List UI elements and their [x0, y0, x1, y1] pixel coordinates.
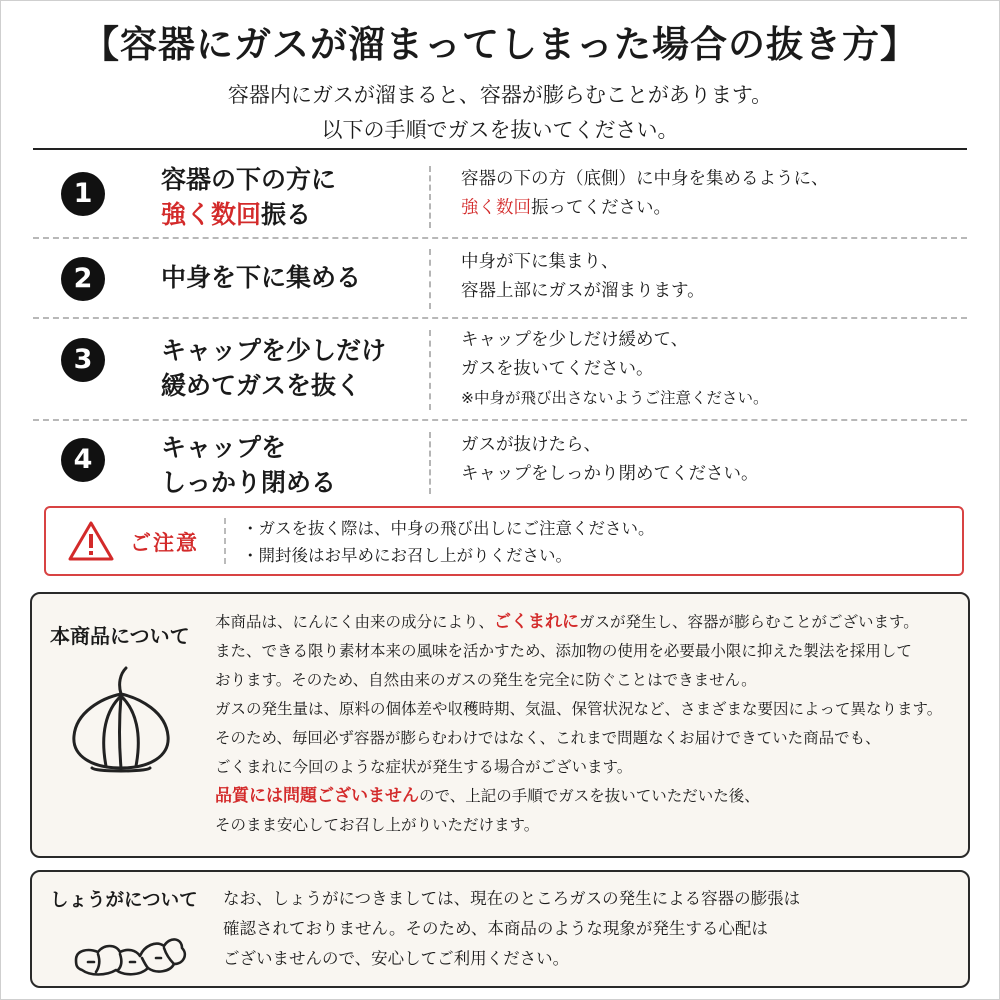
step-4	[33, 426, 967, 500]
step-1-desc-emphasis: 強く数回	[461, 198, 531, 218]
product-line-1-pre: 本商品は、にんにく由来の成分により、	[215, 613, 495, 631]
product-line-1-post: ガスが発生し、容器が膨らむことがございます。	[579, 613, 919, 631]
step-1-heading-emphasis: 強く数回	[161, 200, 262, 229]
step-3-heading-line-1: キャップを少しだけ	[161, 336, 387, 365]
step-1-separator	[429, 166, 431, 228]
step-2-desc-line-1: 中身が下に集まり、	[461, 252, 619, 272]
product-text-line-4: ガスの発生量は、原料の個体差や収穫時期、気温、保管状況など、さまざまな要因によって異なります。	[215, 700, 943, 718]
step-3-heading	[161, 333, 386, 403]
step-number-2-icon: 2	[61, 257, 105, 301]
product-line-7-post: ので、上記の手順でガスを抜いていただいた後、	[419, 787, 760, 805]
step-4-desc-line-1: ガスが抜けたら、	[461, 435, 601, 455]
product-text-line-1	[215, 608, 942, 637]
step-3-description	[461, 326, 769, 413]
caution-separator	[224, 518, 226, 564]
step-4-desc-line-2: キャップをしっかり閉めてください。	[461, 464, 759, 484]
step-1-desc-line-2	[461, 194, 829, 223]
warning-triangle-icon	[68, 520, 114, 562]
ginger-text-line-2: 確認されておりません。そのため、本商品のような現象が発生する心配は	[223, 919, 768, 938]
caution-label: ご注意	[130, 531, 199, 555]
page-title: 【容器にガスが溜まってしまった場合の抜き方】	[82, 23, 918, 66]
step-3-separator	[429, 330, 431, 410]
step-2-heading: 中身を下に集める	[161, 263, 362, 292]
step-3	[33, 324, 967, 416]
step-1-desc-line-1: 容器の下の方（底側）に中身を集めるように、	[461, 169, 829, 189]
step-number-3-icon: 3	[61, 338, 105, 382]
product-text-line-3: おります。そのため、自然由来のガスの発生を完全に防ぐことはできません。	[215, 671, 757, 689]
step-4-description	[461, 431, 759, 489]
step-1-heading-line-1: 容器の下の方に	[161, 165, 337, 194]
ginger-info-text	[223, 884, 800, 974]
step-divider-3	[33, 419, 967, 421]
step-4-heading-line-2: しっかり閉める	[161, 468, 337, 497]
garlic-icon	[62, 664, 180, 774]
product-info-title: 本商品について	[50, 624, 190, 648]
step-2	[33, 245, 967, 315]
step-3-heading-line-2: 緩めてガスを抜く	[161, 371, 362, 400]
step-1-desc-rest: 振ってください。	[531, 198, 671, 218]
product-info-text	[215, 608, 942, 840]
step-number-4-icon: 4	[61, 438, 105, 482]
step-divider-1	[33, 237, 967, 239]
step-2-description	[461, 248, 705, 306]
step-4-heading-line-1: キャップを	[161, 433, 287, 462]
step-1-description	[461, 165, 829, 223]
ginger-icon	[70, 922, 190, 980]
caution-line-2: ・開封後はお早めにお召し上がりください。	[242, 546, 572, 565]
ginger-info-title: しょうがについて	[50, 890, 198, 911]
header-divider	[33, 148, 967, 150]
step-3-desc-note: ※中身が飛び出さないようご注意ください。	[461, 389, 769, 407]
step-4-separator	[429, 432, 431, 494]
step-2-desc-line-2: 容器上部にガスが溜まります。	[461, 281, 705, 301]
product-text-line-6: ごくまれに今回のような症状が発生する場合がございます。	[215, 758, 633, 776]
ginger-text-line-1: なお、しょうがにつきましては、現在のところガスの発生による容器の膨張は	[223, 889, 801, 908]
step-3-desc-line-2: ガスを抜いてください。	[461, 359, 654, 379]
step-1-heading-line-2	[161, 197, 336, 232]
ginger-text-line-3: ございませんので、安心してご利用ください。	[223, 949, 570, 968]
intro-line-2: 以下の手順でガスを抜いてください。	[321, 118, 679, 142]
step-1	[33, 160, 967, 238]
caution-line-1: ・ガスを抜く際は、中身の飛び出しにご注意ください。	[242, 519, 655, 538]
caution-box	[44, 506, 964, 576]
product-text-line-7	[215, 782, 942, 811]
product-text-line-8: そのまま安心してお召し上がりいただけます。	[215, 816, 540, 834]
step-4-heading	[161, 430, 336, 500]
caution-lines	[242, 515, 655, 569]
product-line-1-emphasis: ごくまれに	[494, 612, 580, 632]
product-line-7-emphasis: 品質には問題ございません	[215, 786, 419, 806]
intro-line-1: 容器内にガスが溜まると、容器が膨らむことがあります。	[227, 83, 773, 107]
step-1-heading-rest: 振る	[261, 200, 312, 229]
product-info-box	[30, 592, 970, 858]
step-1-heading	[161, 162, 336, 232]
step-divider-2	[33, 317, 967, 319]
product-text-line-2: また、できる限り素材本来の風味を活かすため、添加物の使用を必要最小限に抑えた製法を採用して	[215, 642, 912, 660]
ginger-info-box	[30, 870, 970, 988]
step-3-desc-line-1: キャップを少しだけ緩めて、	[461, 330, 689, 350]
step-number-1-icon: 1	[61, 172, 105, 216]
step-2-separator	[429, 249, 431, 309]
product-text-line-5: そのため、毎回必ず容器が膨らむわけではなく、これまで問題なくお届けできていた商品でも、	[215, 729, 881, 747]
